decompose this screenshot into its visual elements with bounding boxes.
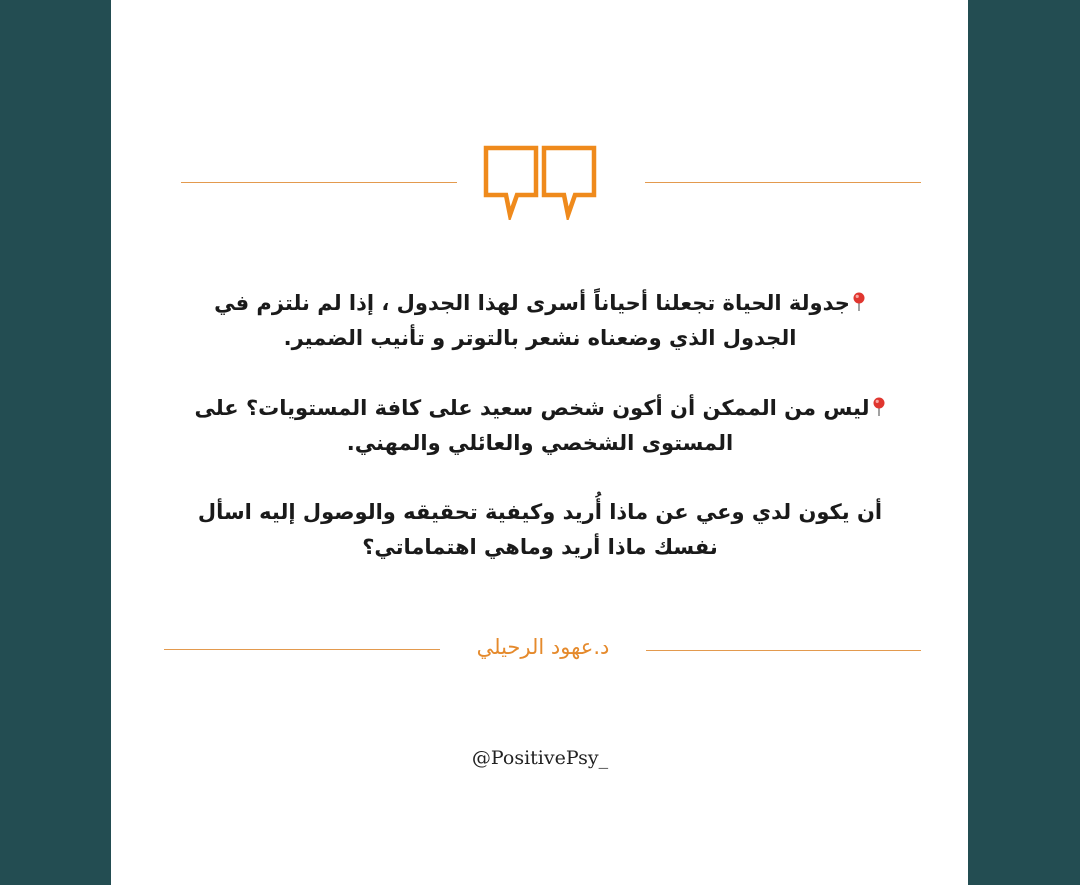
quote-line (180, 286, 900, 321)
author-name: د.عهود الرحيلي (476, 635, 610, 659)
pushpin-icon (872, 397, 886, 417)
quote-line-text: ليس من الممكن أن أكون شخص سعيد على كافة المستويات؟ على (194, 396, 870, 420)
quote-line: أن يكون لدي وعي عن ماذا أُريد وكيفية تحقيقه والوصول إليه اسأل (197, 500, 883, 524)
divider-bottom-right (646, 650, 921, 651)
quote-paragraph-1 (180, 286, 900, 356)
quote-line: نفسك ماذا أريد وماهي اهتماماتي؟ (362, 535, 718, 559)
quote-paragraph-3 (180, 495, 900, 565)
quote-line-text: جدولة الحياة تجعلنا أحياناً أسرى لهذا الجدول ، إذا لم نلتزم في (214, 291, 850, 315)
pushpin-icon (852, 292, 866, 312)
quote-mark-icon (482, 145, 598, 220)
divider-top-left (181, 182, 457, 183)
quote-line (180, 391, 900, 426)
social-handle: @PositivePsy_ (471, 747, 609, 769)
quote-paragraph-2 (180, 391, 900, 461)
quote-line: المستوى الشخصي والعائلي والمهني. (346, 431, 734, 455)
divider-top-right (645, 182, 921, 183)
divider-bottom-left (164, 649, 440, 650)
quote-line: الجدول الذي وضعناه نشعر بالتوتر و تأنيب الضمير. (283, 326, 797, 350)
